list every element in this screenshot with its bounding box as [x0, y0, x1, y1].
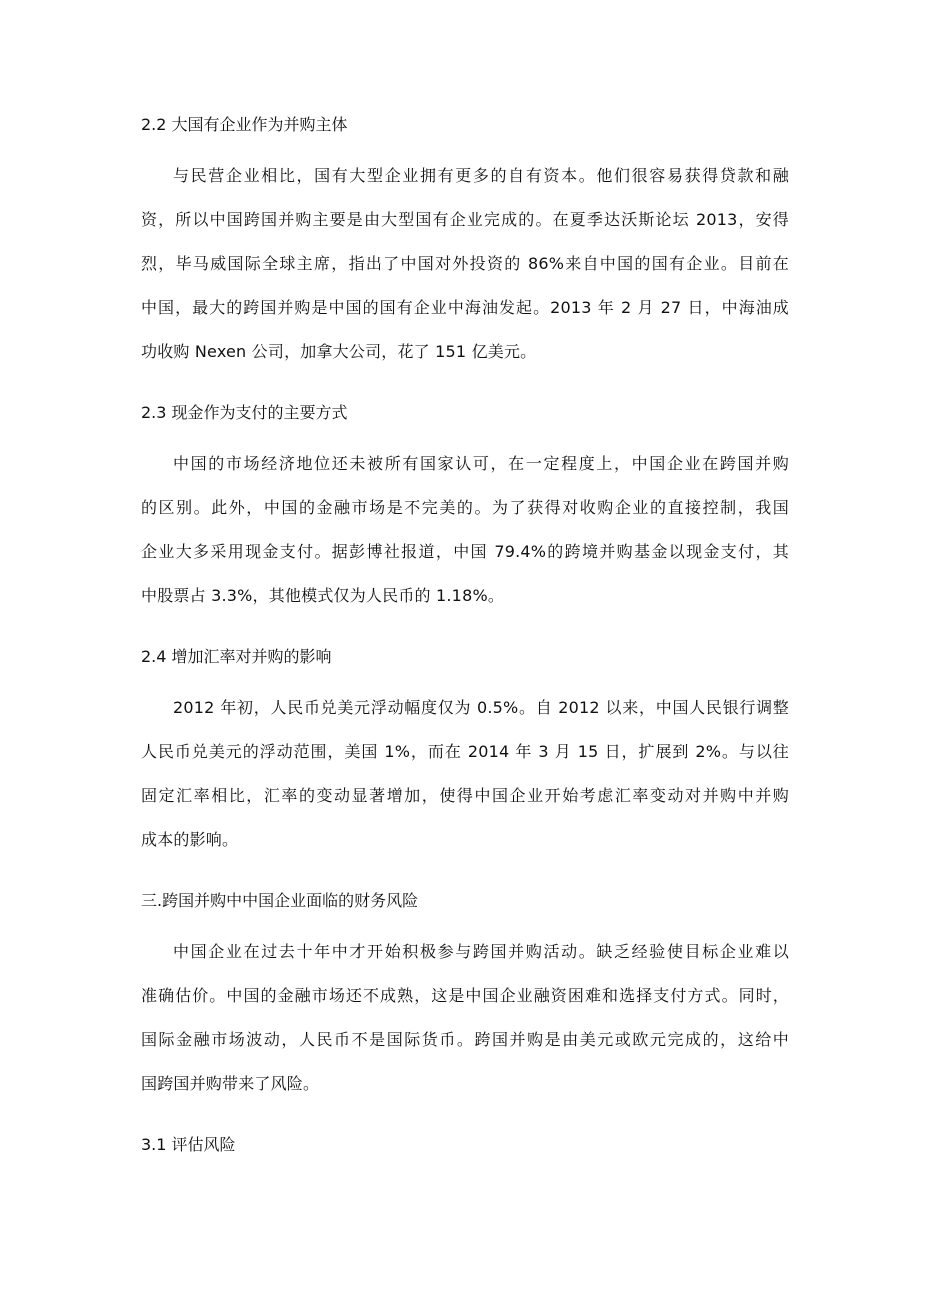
section-heading-2-2: 2.2 大国有企业作为并购主体 — [141, 115, 348, 134]
paragraph-line: 准确估价。中国的金融市场还不成熟，这是中国企业融资困难和选择支付方式。同时， — [141, 986, 789, 1005]
paragraph-line: 中股票占 3.3%，其他模式仅为人民币的 1.18%。 — [141, 586, 505, 605]
paragraph-line: 与民营企业相比，国有大型企业拥有更多的自有资本。他们很容易获得贷款和融 — [173, 166, 789, 185]
paragraph-line: 国跨国并购带来了风险。 — [141, 1074, 320, 1093]
paragraph-line: 的区别。此外，中国的金融市场是不完美的。为了获得对收购企业的直接控制，我国 — [141, 498, 789, 517]
section-heading-3: 三.跨国并购中中国企业面临的财务风险 — [141, 891, 419, 910]
document-body — [141, 110, 789, 1174]
paragraph-line: 企业大多采用现金支付。据彭博社报道，中国 79.4%的跨境并购基金以现金支付，其 — [141, 542, 789, 561]
paragraph-line: 2012 年初，人民币兑美元浮动幅度仅为 0.5%。自 2012 以来，中国人民银行调整 — [173, 698, 789, 717]
paragraph-line: 固定汇率相比，汇率的变动显著增加，使得中国企业开始考虑汇率变动对并购中并购 — [141, 786, 789, 805]
section-paragraph-2-2 — [141, 154, 789, 374]
section-paragraph-2-3 — [141, 442, 789, 618]
paragraph-line: 中国，最大的跨国并购是中国的国有企业中海油发起。2013 年 2 月 27 日，中海油成 — [141, 298, 789, 317]
section-heading-2-3: 2.3 现金作为支付的主要方式 — [141, 403, 348, 422]
paragraph-line: 人民币兑美元的浮动范围，美国 1%，而在 2014 年 3 月 15 日，扩展到 2%。与以往 — [141, 742, 789, 761]
section-heading-3-1: 3.1 评估风险 — [141, 1135, 236, 1154]
paragraph-line: 烈，毕马威国际全球主席，指出了中国对外投资的 86%来自中国的国有企业。目前在 — [141, 254, 789, 273]
paragraph-line: 资，所以中国跨国并购主要是由大型国有企业完成的。在夏季达沃斯论坛 2013，安得 — [141, 210, 789, 229]
paragraph-line: 中国企业在过去十年中才开始积极参与跨国并购活动。缺乏经验使目标企业难以 — [173, 942, 789, 961]
section-paragraph-3 — [141, 930, 789, 1106]
paragraph-line: 中国的市场经济地位还未被所有国家认可，在一定程度上，中国企业在跨国并购 — [173, 454, 789, 473]
paragraph-line: 功收购 Nexen 公司，加拿大公司，花了 151 亿美元。 — [141, 342, 537, 361]
section-paragraph-2-4 — [141, 686, 789, 862]
paragraph-line: 国际金融市场波动，人民币不是国际货币。跨国并购是由美元或欧元完成的，这给中 — [141, 1030, 789, 1049]
section-heading-2-4: 2.4 增加汇率对并购的影响 — [141, 647, 332, 666]
paragraph-line: 成本的影响。 — [141, 830, 239, 849]
